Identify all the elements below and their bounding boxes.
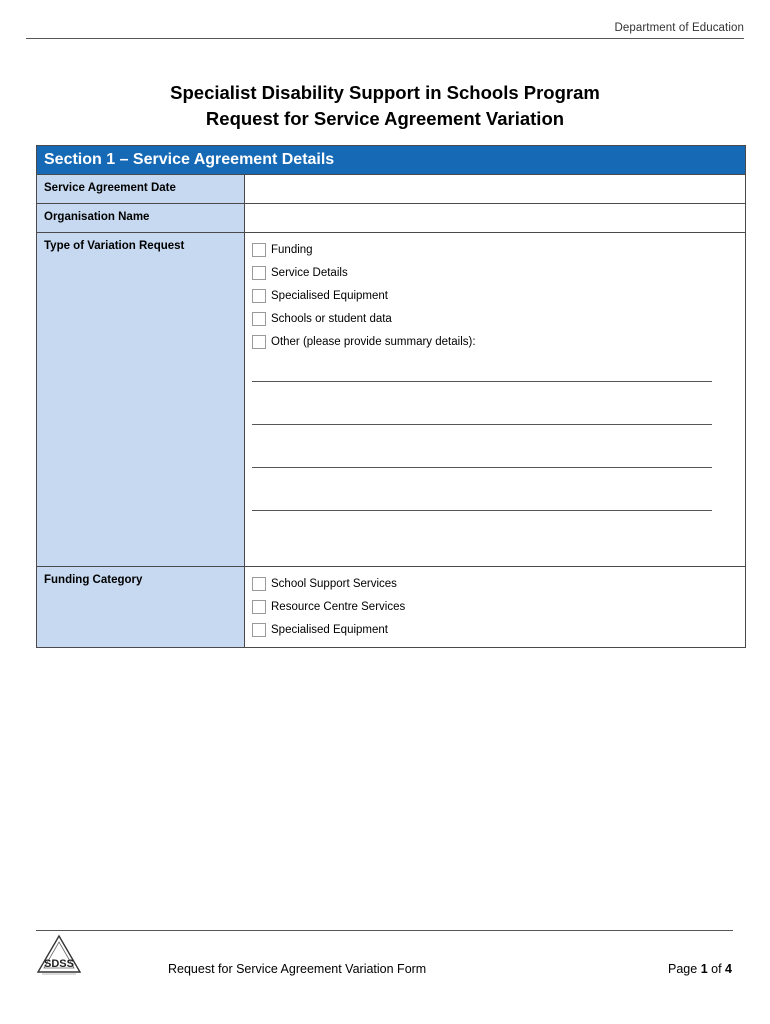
page-total: 4 (725, 962, 732, 976)
option-school-support-services[interactable] (252, 573, 738, 596)
title-line-2: Request for Service Agreement Variation (205, 108, 565, 129)
funding-specialised-equipment-checkbox[interactable] (252, 623, 266, 637)
option-label: Resource Centre Services (271, 601, 406, 614)
funding-category-options (245, 567, 745, 647)
option-specialised-equipment[interactable] (252, 285, 738, 308)
funding-checkbox[interactable] (252, 243, 266, 257)
resource-centre-services-checkbox[interactable] (252, 600, 266, 614)
specialised-equipment-checkbox[interactable] (252, 289, 266, 303)
option-label: School Support Services (271, 578, 397, 591)
department-name: Department of Education (614, 22, 744, 34)
option-label: Other (please provide summary details): (271, 335, 476, 348)
service-agreement-date-row (37, 175, 745, 204)
option-label: Schools or student data (271, 312, 392, 325)
service-agreement-date-label: Service Agreement Date (37, 175, 245, 203)
summary-line[interactable] (252, 381, 712, 382)
option-label: Service Details (271, 267, 348, 280)
option-funding-specialised-equipment[interactable] (252, 619, 738, 642)
page-current: 1 (700, 962, 708, 976)
footer-divider (36, 930, 733, 931)
service-agreement-table (36, 145, 746, 648)
service-details-checkbox[interactable] (252, 266, 266, 280)
funding-category-label: Funding Category (37, 567, 245, 647)
option-funding[interactable] (252, 239, 738, 262)
organisation-name-label: Organisation Name (37, 204, 245, 232)
summary-line[interactable] (252, 424, 712, 425)
service-agreement-date-field[interactable] (245, 175, 745, 203)
organisation-name-field[interactable] (245, 204, 745, 232)
option-label: Specialised Equipment (271, 623, 388, 636)
option-label: Specialised Equipment (271, 289, 388, 302)
page-number (668, 962, 732, 976)
page-of: of (711, 962, 722, 976)
variation-type-row (37, 233, 745, 567)
option-schools-student-data[interactable] (252, 307, 738, 330)
school-support-services-checkbox[interactable] (252, 577, 266, 591)
organisation-name-row (37, 204, 745, 233)
sdss-logo-icon (36, 934, 82, 976)
title-line-1: Specialist Disability Support in Schools Program (170, 82, 600, 103)
option-label: Funding (271, 244, 313, 257)
logo-text: SDSS (44, 958, 74, 970)
summary-details-lines (252, 381, 738, 511)
section-1-heading: Section 1 – Service Agreement Details (37, 146, 745, 175)
other-checkbox[interactable] (252, 335, 266, 349)
option-resource-centre-services[interactable] (252, 596, 738, 619)
option-other[interactable] (252, 330, 738, 353)
summary-line[interactable] (252, 467, 712, 468)
footer-form-name: Request for Service Agreement Variation Form (168, 962, 427, 976)
document-title (0, 80, 770, 132)
variation-type-label: Type of Variation Request (37, 233, 245, 566)
page-prefix: Page (668, 962, 698, 976)
header-divider (26, 38, 744, 39)
schools-student-data-checkbox[interactable] (252, 312, 266, 326)
summary-line[interactable] (252, 510, 712, 511)
funding-category-row (37, 567, 745, 647)
variation-type-options (245, 233, 745, 566)
option-service-details[interactable] (252, 262, 738, 285)
